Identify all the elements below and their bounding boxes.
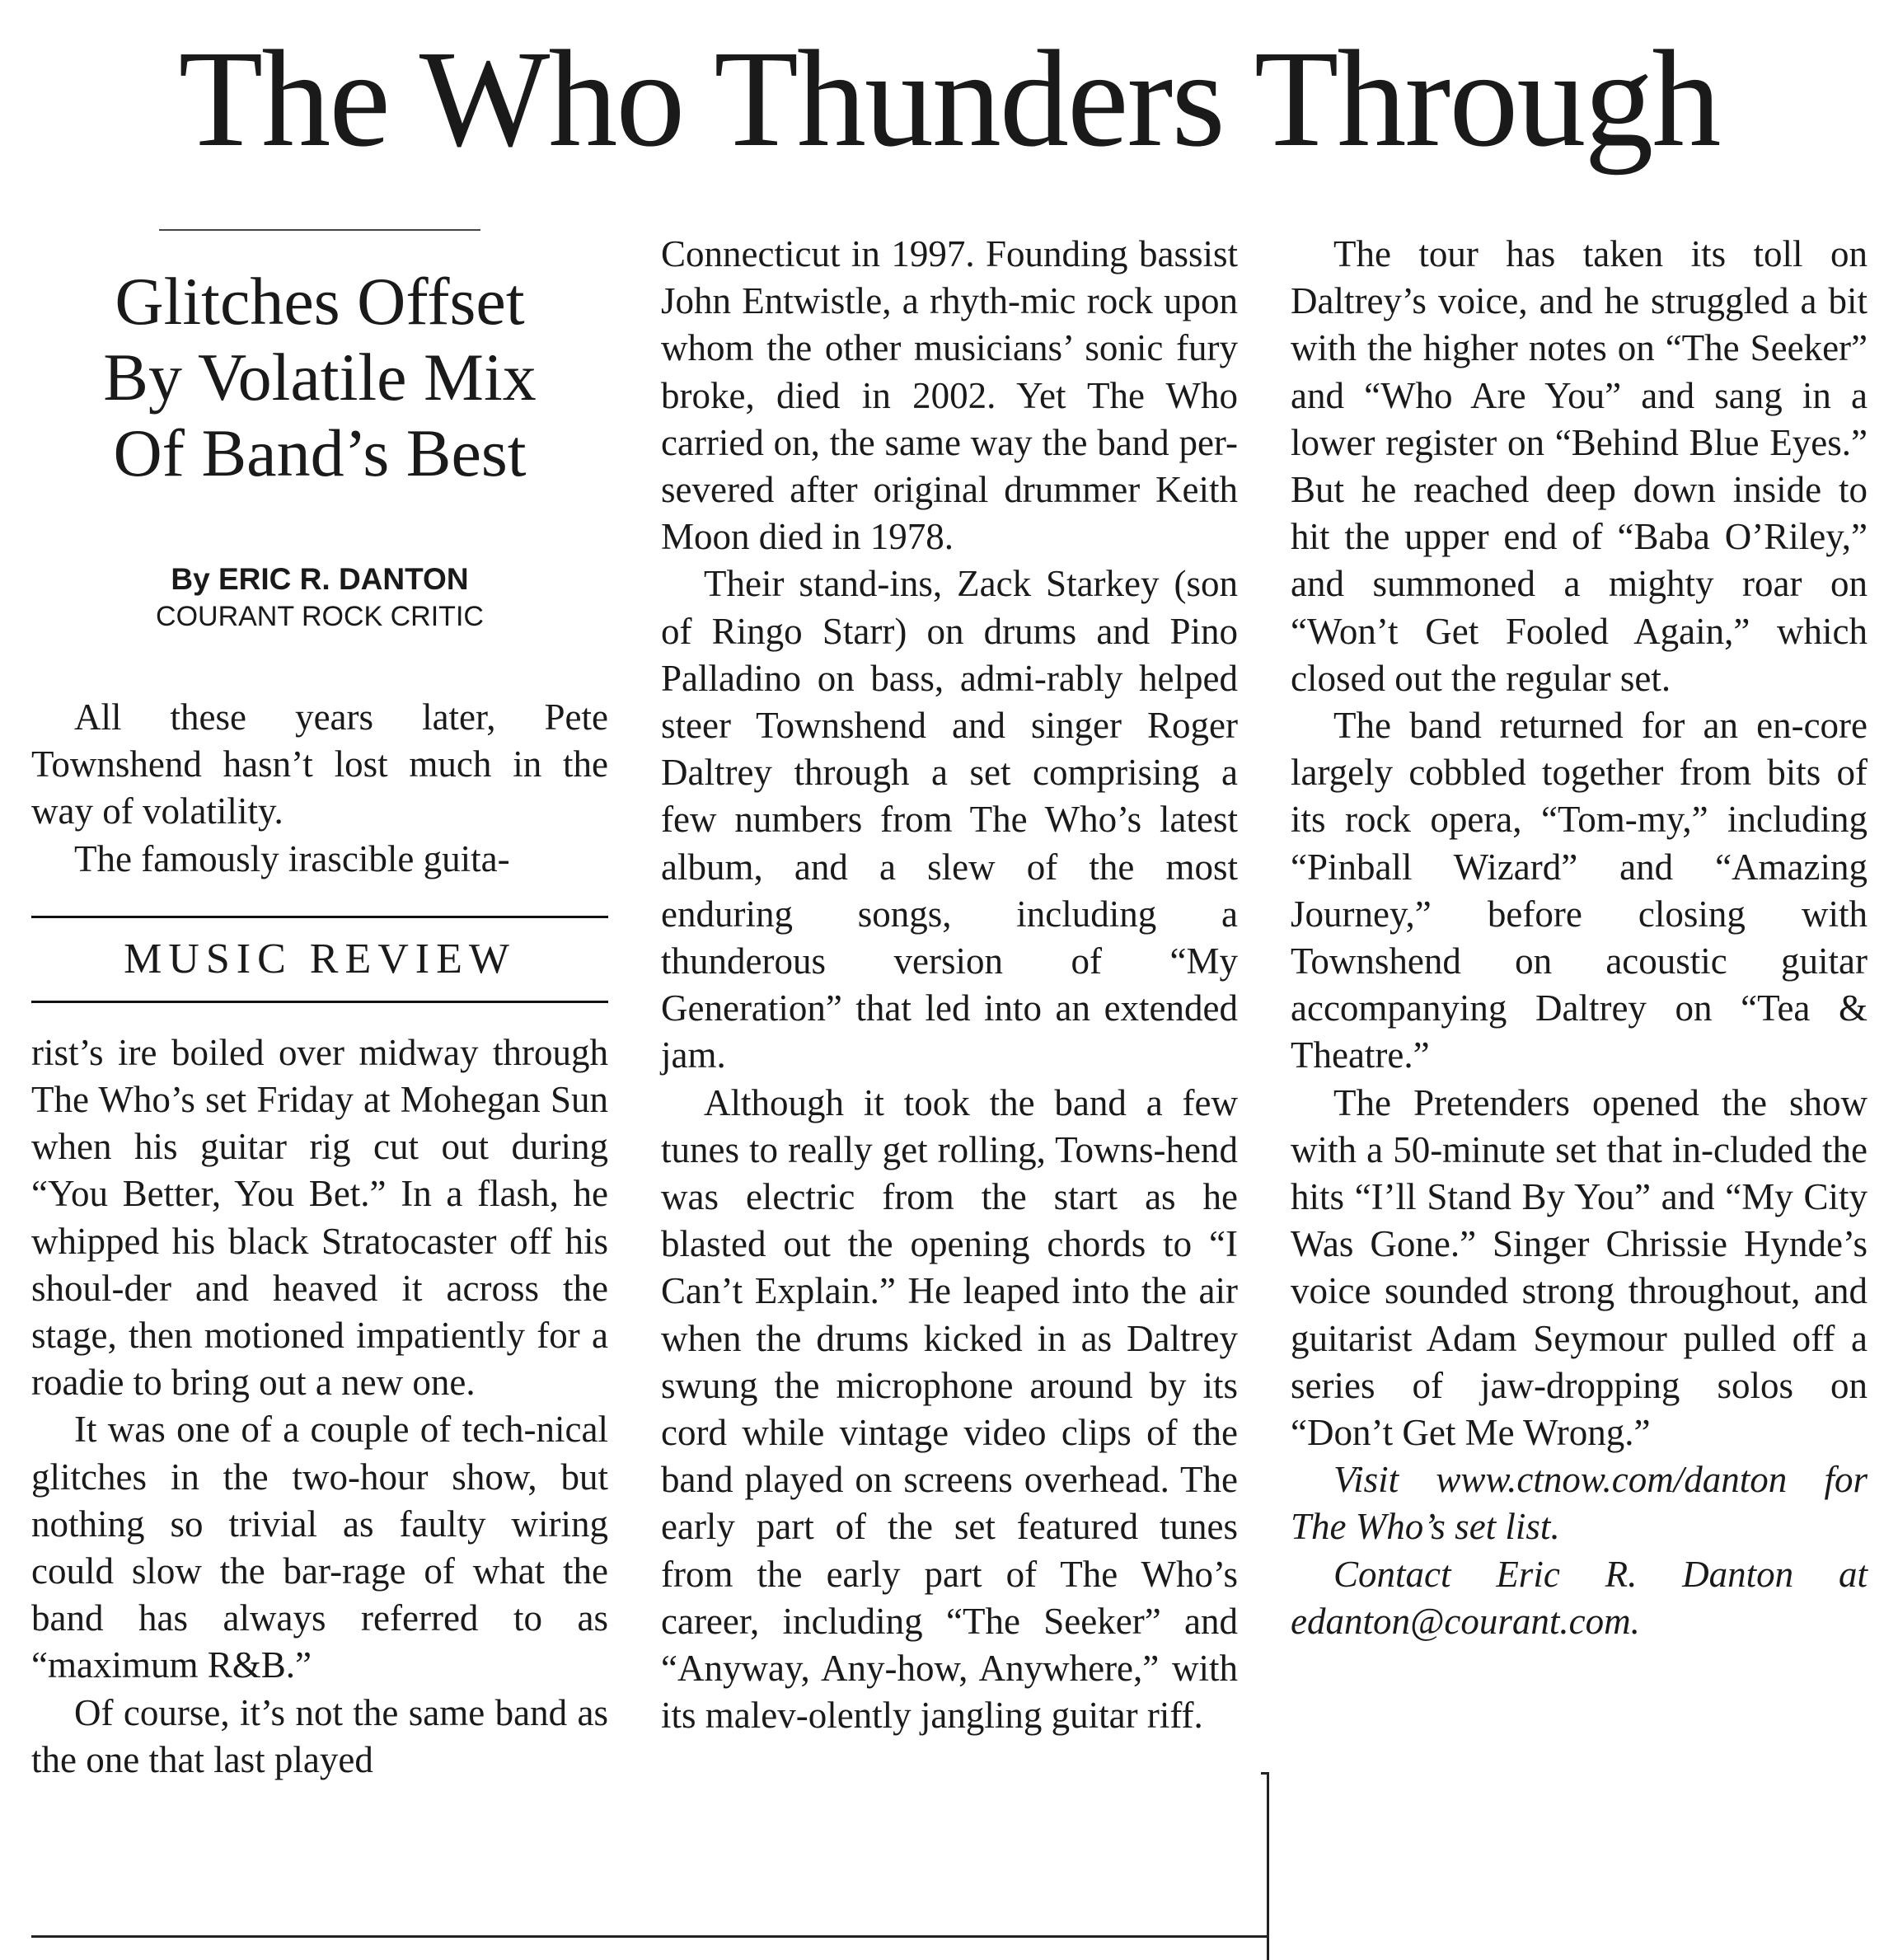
paragraph-continued: rist’s ire boiled over midway through The Who’s set Friday at Mohegan Sun when his guitar rig cut out during “You Better, You Bet.” In a flash, he whipped his black Stratocaster off his shoul-der and heaved it across the stage, then motioned impatiently for a roadie to bring out a new one. [31, 1031, 608, 1404]
byline [31, 560, 608, 635]
deck-line-3: Of Band’s Best [113, 415, 527, 490]
paragraph: The tour has taken its toll on Daltrey’s voice, and he struggled a bit with the higher notes on “The Seeker” and “Who Are You” and sang in a lower register on “Behind Blue Eyes.” But he reached deep down inside to hit the upper end of “Baba O’Riley,” and summoned a mighty roar on “Won’t Get Fooled Again,” which closed out the regular set. [1291, 233, 1868, 699]
deck [31, 264, 608, 491]
article-column-1 [31, 223, 608, 1784]
paragraph: The band returned for an en-core largely cobbled together from bits of its rock opera, “Tom-my,” including “Pinball Wizard” and “Amazing Journey,” before closing with Townshend on acoustic guitar accompanying Daltrey on “Tea & Theatre.” [1291, 705, 1868, 1076]
deck-line-1: Glitches Offset [115, 264, 525, 339]
byline-name: By ERIC R. DANTON [171, 562, 469, 596]
paragraph: Of course, it’s not the same band as the one that last played [31, 1691, 608, 1780]
paragraph: Their stand-ins, Zack Starkey (son of Ringo Starr) on drums and Pino Palladino on bass, admi-rably helped steer Townshend and singer Roger Daltrey through a set comprising a few numbers from The Who’s latest album, and a slew of the most enduring songs, including a thunderous version of “My Generation” that led into an extended jam. [661, 563, 1238, 1076]
paragraph: It was one of a couple of tech-nical glitches in the two-hour show, but nothing so trivial as faulty wiring could slow the bar-rage of what the band has always referred to as “maximum R&B.” [31, 1409, 608, 1686]
bottom-rule [31, 1935, 1268, 1938]
article-column-2 [661, 231, 1238, 1740]
contact-note: Contact Eric R. Danton at edanton@courant.com. [1291, 1553, 1868, 1642]
setlist-note: Visit www.ctnow.com/danton for The Who’s set list. [1291, 1459, 1868, 1548]
paragraph: The Pretenders opened the show with a 50-minute set that in-cluded the hits “I’ll Stand By You” and “My City Was Gone.” Singer Chrissie Hynde’s voice sounded strong throughout, and guitarist Adam Seymour pulled off a series of jaw-dropping solos on “Don’t Get Me Wrong.” [1291, 1081, 1868, 1454]
paragraph: The famously irascible guita- [74, 837, 510, 879]
deck-line-2: By Volatile Mix [103, 340, 537, 415]
headline: The Who Thunders Through [178, 22, 1720, 176]
byline-title: COURANT ROCK CRITIC [156, 601, 484, 632]
article-column-3 [1291, 231, 1868, 1645]
paragraph: All these years later, Pete Townshend hasn’t lost much in the way of volatility. [31, 696, 608, 832]
paragraph-continued: Connecticut in 1997. Founding bassist John Entwistle, a rhyth-mic rock upon whom the other musicians’ sonic fury broke, died in 2002. Yet The Who carried on, the same way the band per-severed after original drummer Keith Moon died in 1978. [661, 233, 1238, 558]
deck-top-rule [159, 229, 480, 231]
vertical-rule [1267, 1772, 1269, 1960]
paragraph: Although it took the band a few tunes to really get rolling, Towns-hend was electric from the start as he blasted out the opening chords to “I Can’t Explain.” He leaped into the air when the drums kicked in as Daltrey swung the microphone around by its cord while vintage video clips of the band played on screens overhead. The early part of the set featured tunes from the early part of The Who’s career, including “The Seeker” and “Anyway, Any-how, Anywhere,” with its malev-olently jangling guitar riff. [661, 1081, 1238, 1737]
section-label: MUSIC REVIEW [31, 916, 608, 1003]
